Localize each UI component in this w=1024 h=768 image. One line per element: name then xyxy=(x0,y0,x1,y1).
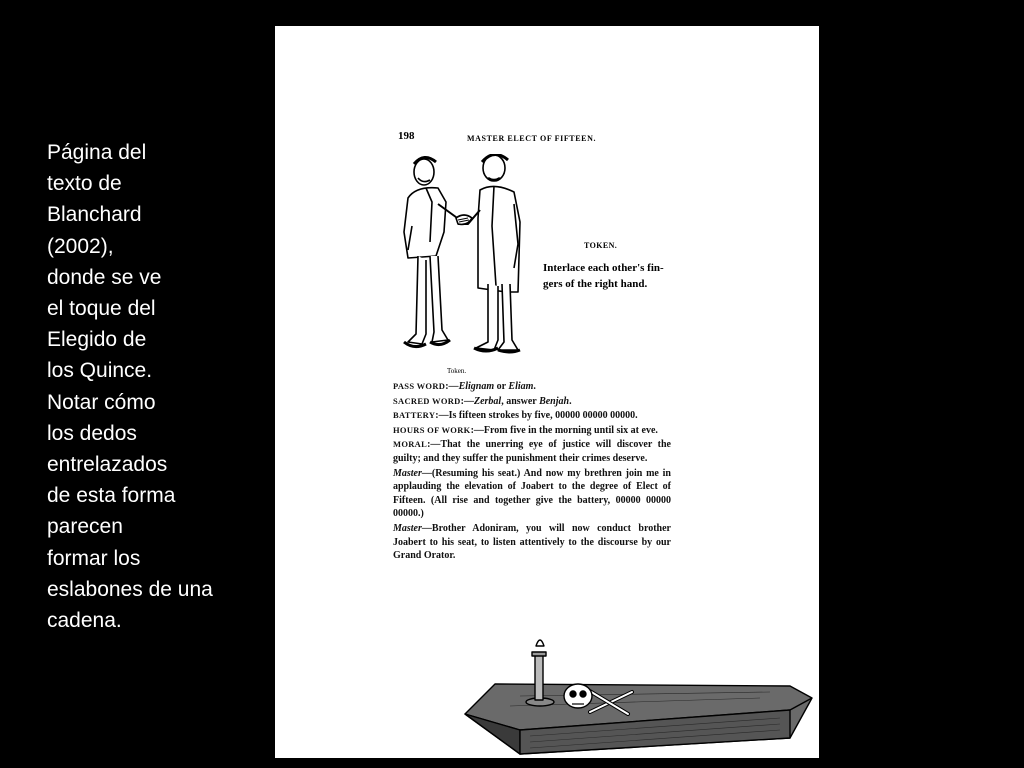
caption-line: los Quince. xyxy=(47,359,153,383)
pass-word-alt: Eliam xyxy=(508,381,534,392)
slide-caption xyxy=(47,137,262,636)
battery-text: Is fifteen strokes by five, 00000 00000 00000. xyxy=(448,410,638,422)
running-title: MASTER ELECT OF FIFTEEN. xyxy=(467,134,597,143)
page-number: 198 xyxy=(398,130,415,142)
sacred-word-answer-value: Benjah xyxy=(539,395,570,407)
caption-line: donde se ve xyxy=(47,265,162,289)
token-line: gers of the right hand. xyxy=(543,278,648,290)
caption-line: entrelazados xyxy=(47,453,168,477)
caption-line: texto de xyxy=(47,172,122,196)
caption-line: los dedos xyxy=(47,421,137,445)
master-paragraph-2: Master—Brother Adoniram, you will now conduct brother Joabert to his seat, to listen attentively to the discourse by our Grand Orator. xyxy=(393,522,671,562)
caption-line: cadena. xyxy=(47,609,122,633)
caption-line: formar los xyxy=(47,546,141,570)
pass-word-paragraph: PASS WORD:—Elignam or Eliam. xyxy=(393,381,536,392)
handshake-illustration xyxy=(390,154,550,369)
battery-paragraph: BATTERY:—Is fifteen strokes by five, 00000 00000 00000. xyxy=(393,410,638,422)
battery-label: BATTERY xyxy=(393,410,436,421)
caption-line: (2002), xyxy=(47,234,114,258)
caption-line: Notar cómo xyxy=(47,390,156,414)
moral-paragraph: MORAL:—That the unerring eye of justice will discover the guilty; and they suffer the punishment their crimes deserve. xyxy=(393,439,671,464)
book-page-scan xyxy=(275,26,819,758)
master-paragraph-1: Master—(Resuming his seat.) And now my brethren join me in applauding the elevation of Joabert to the degree of Elect of Fifteen. (All rise and together give the battery, 00000 00000 00000.) xyxy=(393,467,671,520)
master-text: Brother Adoniram, you will now conduct brother Joabert to his seat, to listen attentively to the discourse by our Grand Orator. xyxy=(393,522,671,562)
hours-label: HOURS OF WORK xyxy=(393,424,471,435)
sacred-word-paragraph: SACRED WORD:—Zerbal, answer Benjah. xyxy=(393,395,572,407)
caption-line: parecen xyxy=(47,515,123,539)
sacred-word-value: Zerbal xyxy=(473,395,502,407)
coffin-illustration xyxy=(460,626,815,756)
master-text: (Resuming his seat.) And now my brethren join me in applauding the elevation of Joabert to the degree of Elect of Fifteen. (All rise and together give the battery, 00000 00000 00000.) xyxy=(393,467,671,520)
caption-line: Blanchard xyxy=(47,203,142,227)
caption-line: el toque del xyxy=(47,297,156,321)
caption-line: Elegido de xyxy=(47,328,147,352)
figure-caption: Token. xyxy=(447,367,467,375)
master-label: Master xyxy=(393,522,422,534)
caption-line: de esta forma xyxy=(47,484,176,508)
ritual-text xyxy=(393,380,671,564)
token-description xyxy=(543,260,676,292)
token-line: Interlace each other's fin- xyxy=(543,262,664,274)
sacred-word-answer: answer xyxy=(506,395,537,407)
pass-word-or: or xyxy=(496,381,506,392)
moral-label: MORAL xyxy=(393,439,428,450)
master-label: Master xyxy=(393,467,422,479)
pass-word-label: PASS WORD xyxy=(393,381,446,391)
sacred-word-label: SACRED WORD xyxy=(393,395,461,406)
token-heading: TOKEN. xyxy=(584,241,618,250)
hours-text: From five in the morning until six at eve. xyxy=(483,424,658,436)
pass-word-value: Elignam xyxy=(458,381,495,392)
caption-line: eslabones de una xyxy=(47,577,213,601)
hours-paragraph: HOURS OF WORK:—From five in the morning until six at eve. xyxy=(393,424,658,436)
caption-line: Página del xyxy=(47,141,147,164)
moral-text: That the unerring eye of justice will discover the guilty; and they suffer the punishment their crimes deserve. xyxy=(393,439,671,464)
